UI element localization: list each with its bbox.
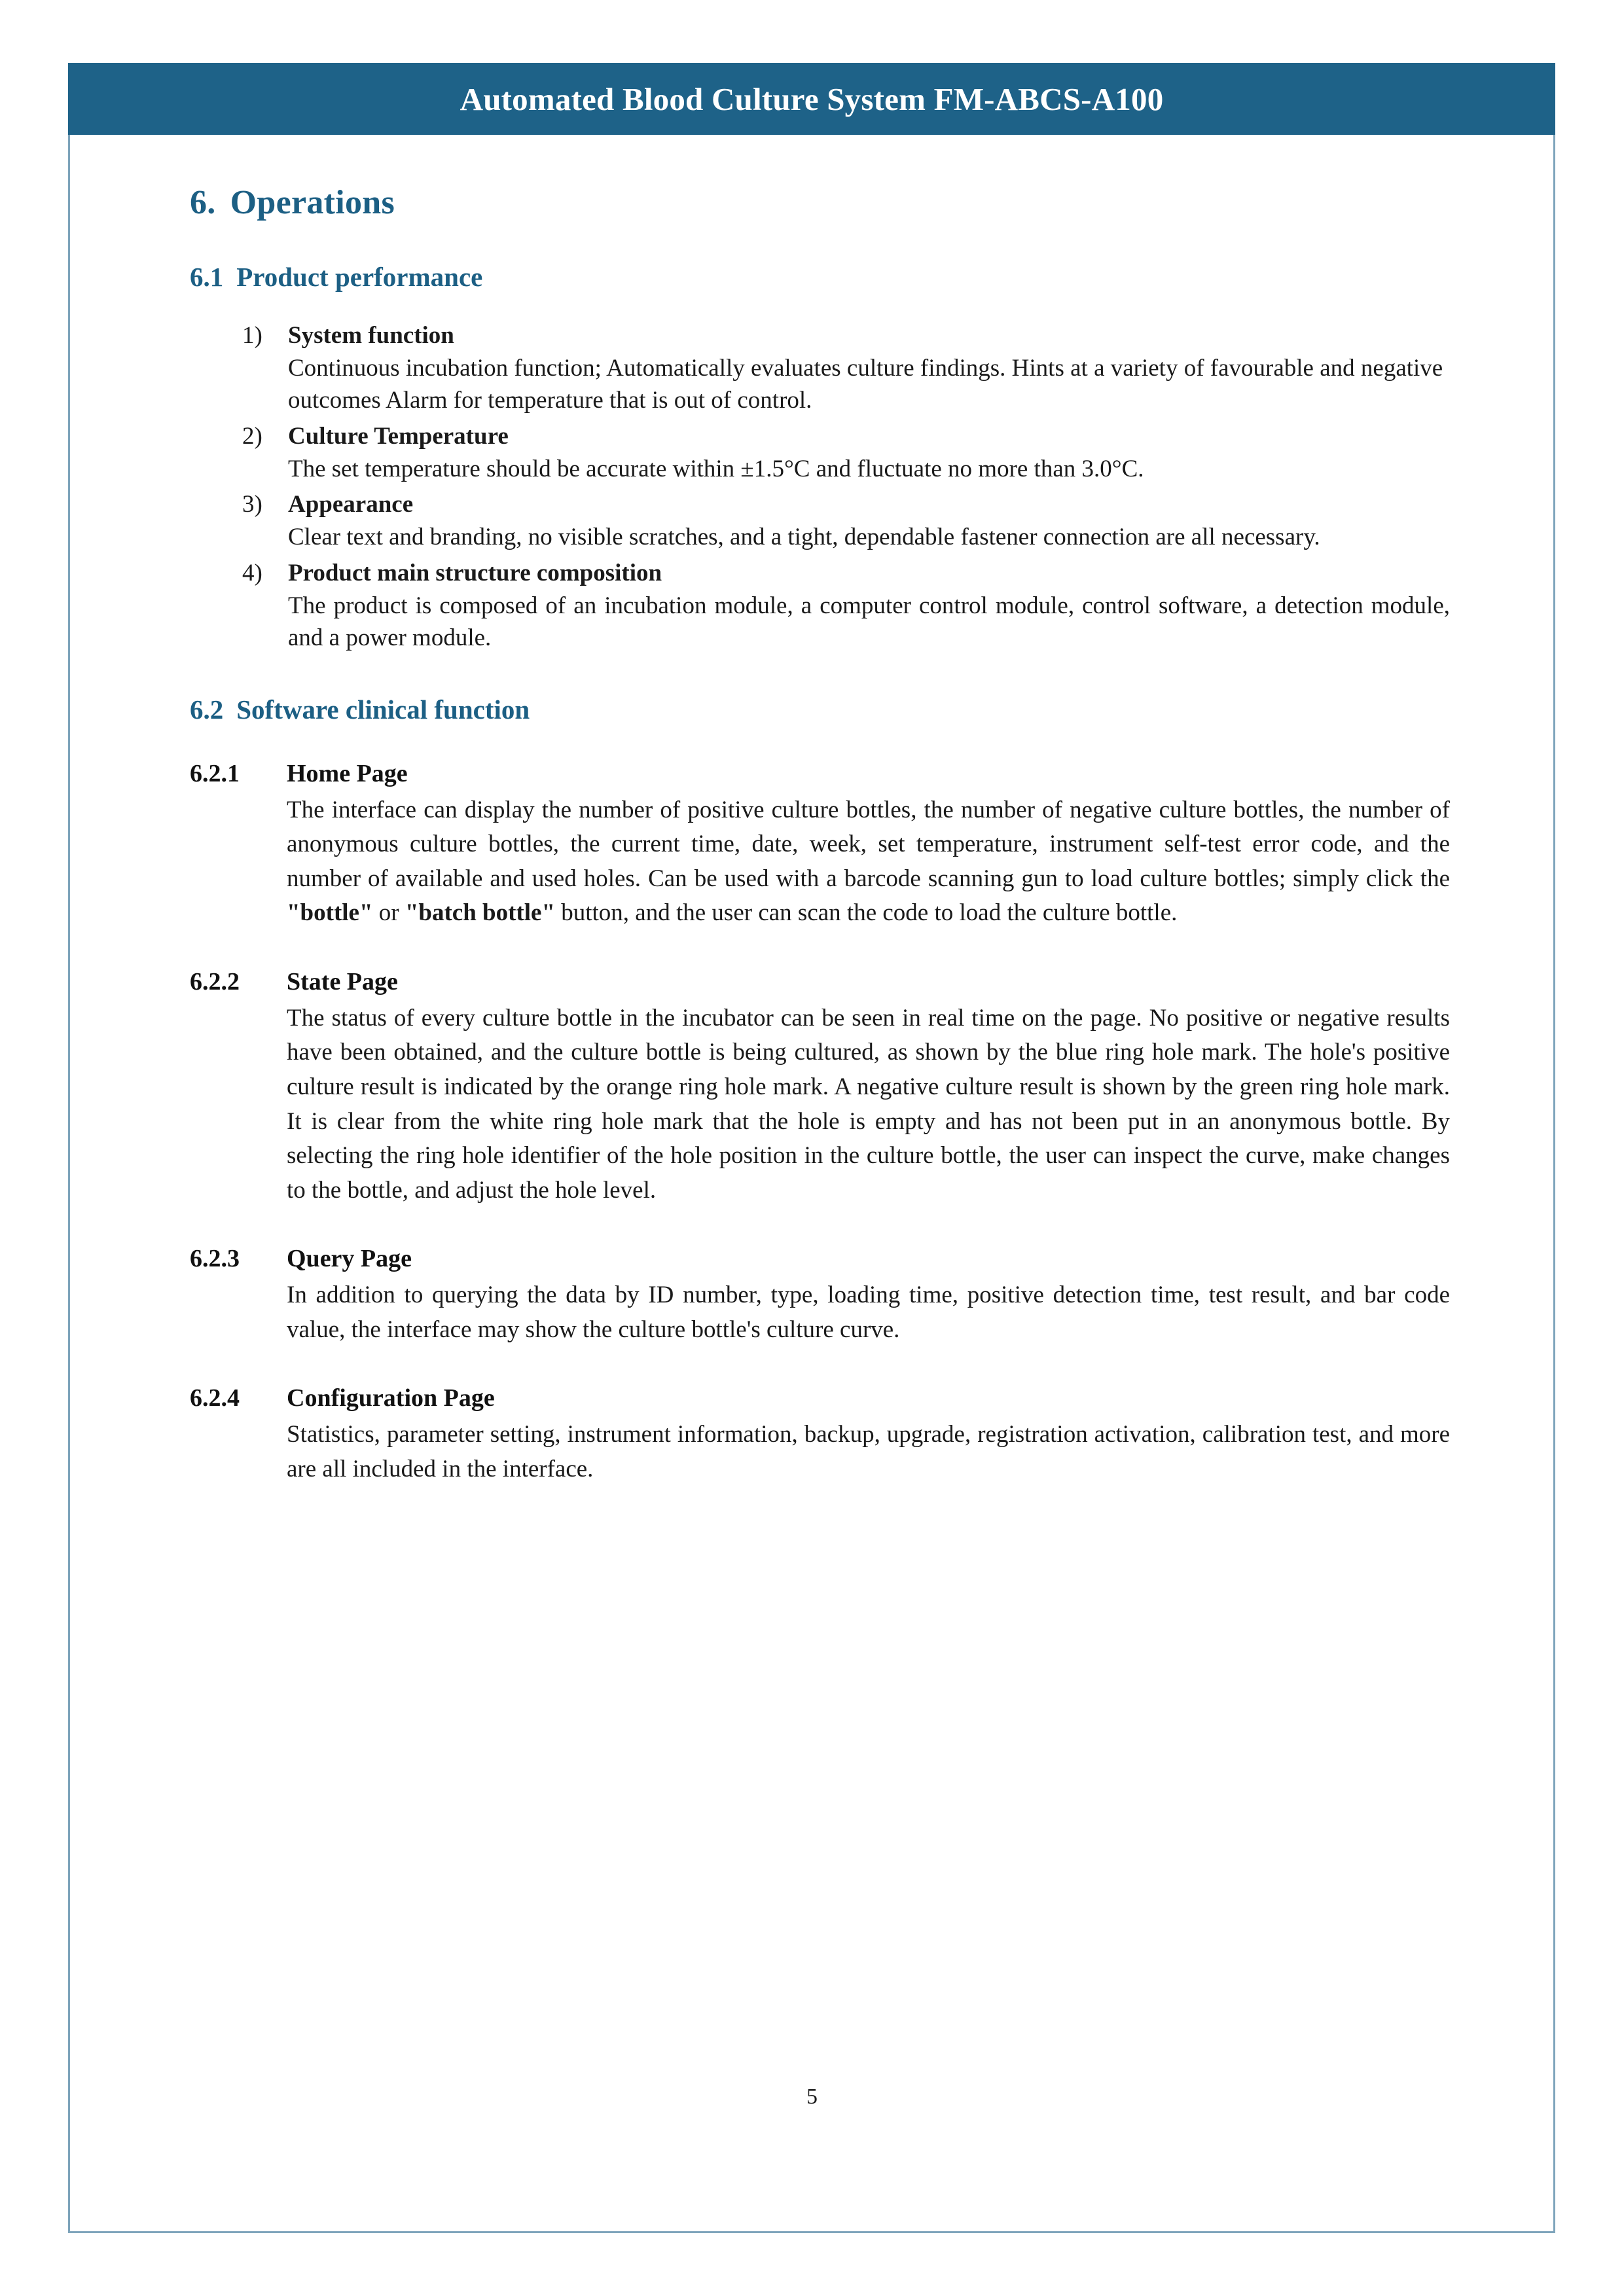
subsection-number-62: 6.2 [190,694,224,725]
subsection-number-61: 6.1 [190,262,224,292]
list-item-text: Continuous incubation function; Automatically evaluates culture findings. Hints at a variety of favourable and negative outcomes Alarm for temperature that is out of control. [288,354,1443,414]
product-performance-list [190,320,1450,655]
subsubsection-heading-621 [190,759,1450,788]
paragraph-624: Statistics, parameter setting, instrument information, backup, upgrade, registration activation, calibration test, and more are all included in the interface. [287,1421,1450,1482]
subsection-heading-61 [190,261,1450,293]
list-item-body [288,421,1450,485]
subsubsection-number-621: 6.2.1 [190,759,240,787]
subsubsection-heading-624 [190,1384,1450,1412]
list-item [242,558,1450,655]
subsubsection-heading-622 [190,967,1450,996]
section-number: 6. [190,184,216,221]
subsubsection-title-623: Query Page [287,1245,412,1273]
paragraph-621-bold-1: "bottle" [287,899,373,927]
subsubsection-number-624: 6.2.4 [190,1384,240,1412]
list-item [242,489,1450,553]
paragraph-621-pre: The interface can display the number of positive culture bottles, the number of negative culture bottles, the number of anonymous culture bottles, the current time, date, week, set temperature, instrument self-test error code, and the number of available and used holes. Can be used with a barcode scanning gun to load culture bottles; simply click the [287,796,1450,892]
subsection-title-61: Product performance [236,262,483,292]
block-home-page [190,759,1450,931]
header-title: Automated Blood Culture System FM-ABCS-A100 [460,81,1164,117]
list-item-text: The product is composed of an incubation module, a computer control module, control software, a detection module, and a power module. [288,592,1450,652]
document-body [190,183,1450,1486]
paragraph-block-624 [190,1418,1450,1486]
list-item [242,320,1450,417]
paragraph-622: The status of every culture bottle in the incubator can be seen in real time on the page. No positive or negative results have been obtained, and the culture bottle is being cultured, as shown by the blue ring hole mark. The hole's positive culture result is indicated by the orange ring hole mark. A negative culture result is shown by the green ring hole mark. It is clear from the white ring hole mark that the hole is empty and has not been put in an anonymous bottle. By selecting the ring hole identifier of the hole position in the culture bottle, the user can inspect the curve, make changes to the bottle, and adjust the hole level. [287,1004,1450,1204]
list-marker: 1) [242,322,262,349]
subsubsection-title-621: Home Page [287,759,408,787]
paragraph-block-621 [190,793,1450,931]
subsection-heading-62 [190,694,1450,725]
paragraph-623: In addition to querying the data by ID number, type, loading time, positive detection time, test result, and bar code value, the interface may show the culture bottle's culture curve. [287,1282,1450,1343]
paragraph-621-bold-2: "batch bottle" [405,899,555,927]
subsection-title-62: Software clinical function [236,694,530,725]
list-item [242,421,1450,485]
list-item-body [288,558,1450,655]
subsubsection-number-623: 6.2.3 [190,1245,240,1273]
section-title: Operations [230,184,395,221]
page-number: 5 [806,2085,818,2109]
list-marker: 4) [242,559,262,586]
paragraph-block-622 [190,1001,1450,1208]
paragraph-621-post: button, and the user can scan the code to load the culture bottle. [555,899,1178,927]
paragraph-block-623 [190,1278,1450,1347]
list-item-text: The set temperature should be accurate within ±1.5°C and fluctuate no more than 3.0°C. [288,455,1144,482]
block-state-page [190,967,1450,1208]
list-item-body [288,489,1450,553]
subsubsection-title-622: State Page [287,967,398,996]
subsubsection-heading-623 [190,1244,1450,1273]
list-item-title: Product main structure composition [288,559,662,586]
document-header [68,63,1555,135]
subsubsection-title-624: Configuration Page [287,1384,495,1412]
block-query-page [190,1244,1450,1347]
subsubsection-number-622: 6.2.2 [190,967,240,996]
block-configuration-page [190,1384,1450,1486]
list-marker: 2) [242,422,262,450]
list-item-title: Appearance [288,491,414,518]
list-marker: 3) [242,491,262,518]
section-heading [190,183,1450,222]
list-item-title: Culture Temperature [288,422,509,450]
list-item-text: Clear text and branding, no visible scratches, and a tight, dependable fastener connection are all necessary. [288,524,1320,551]
paragraph-621 [287,793,1450,931]
paragraph-621-mid: or [372,899,405,927]
list-item-title: System function [288,322,454,349]
list-item-body [288,320,1450,417]
